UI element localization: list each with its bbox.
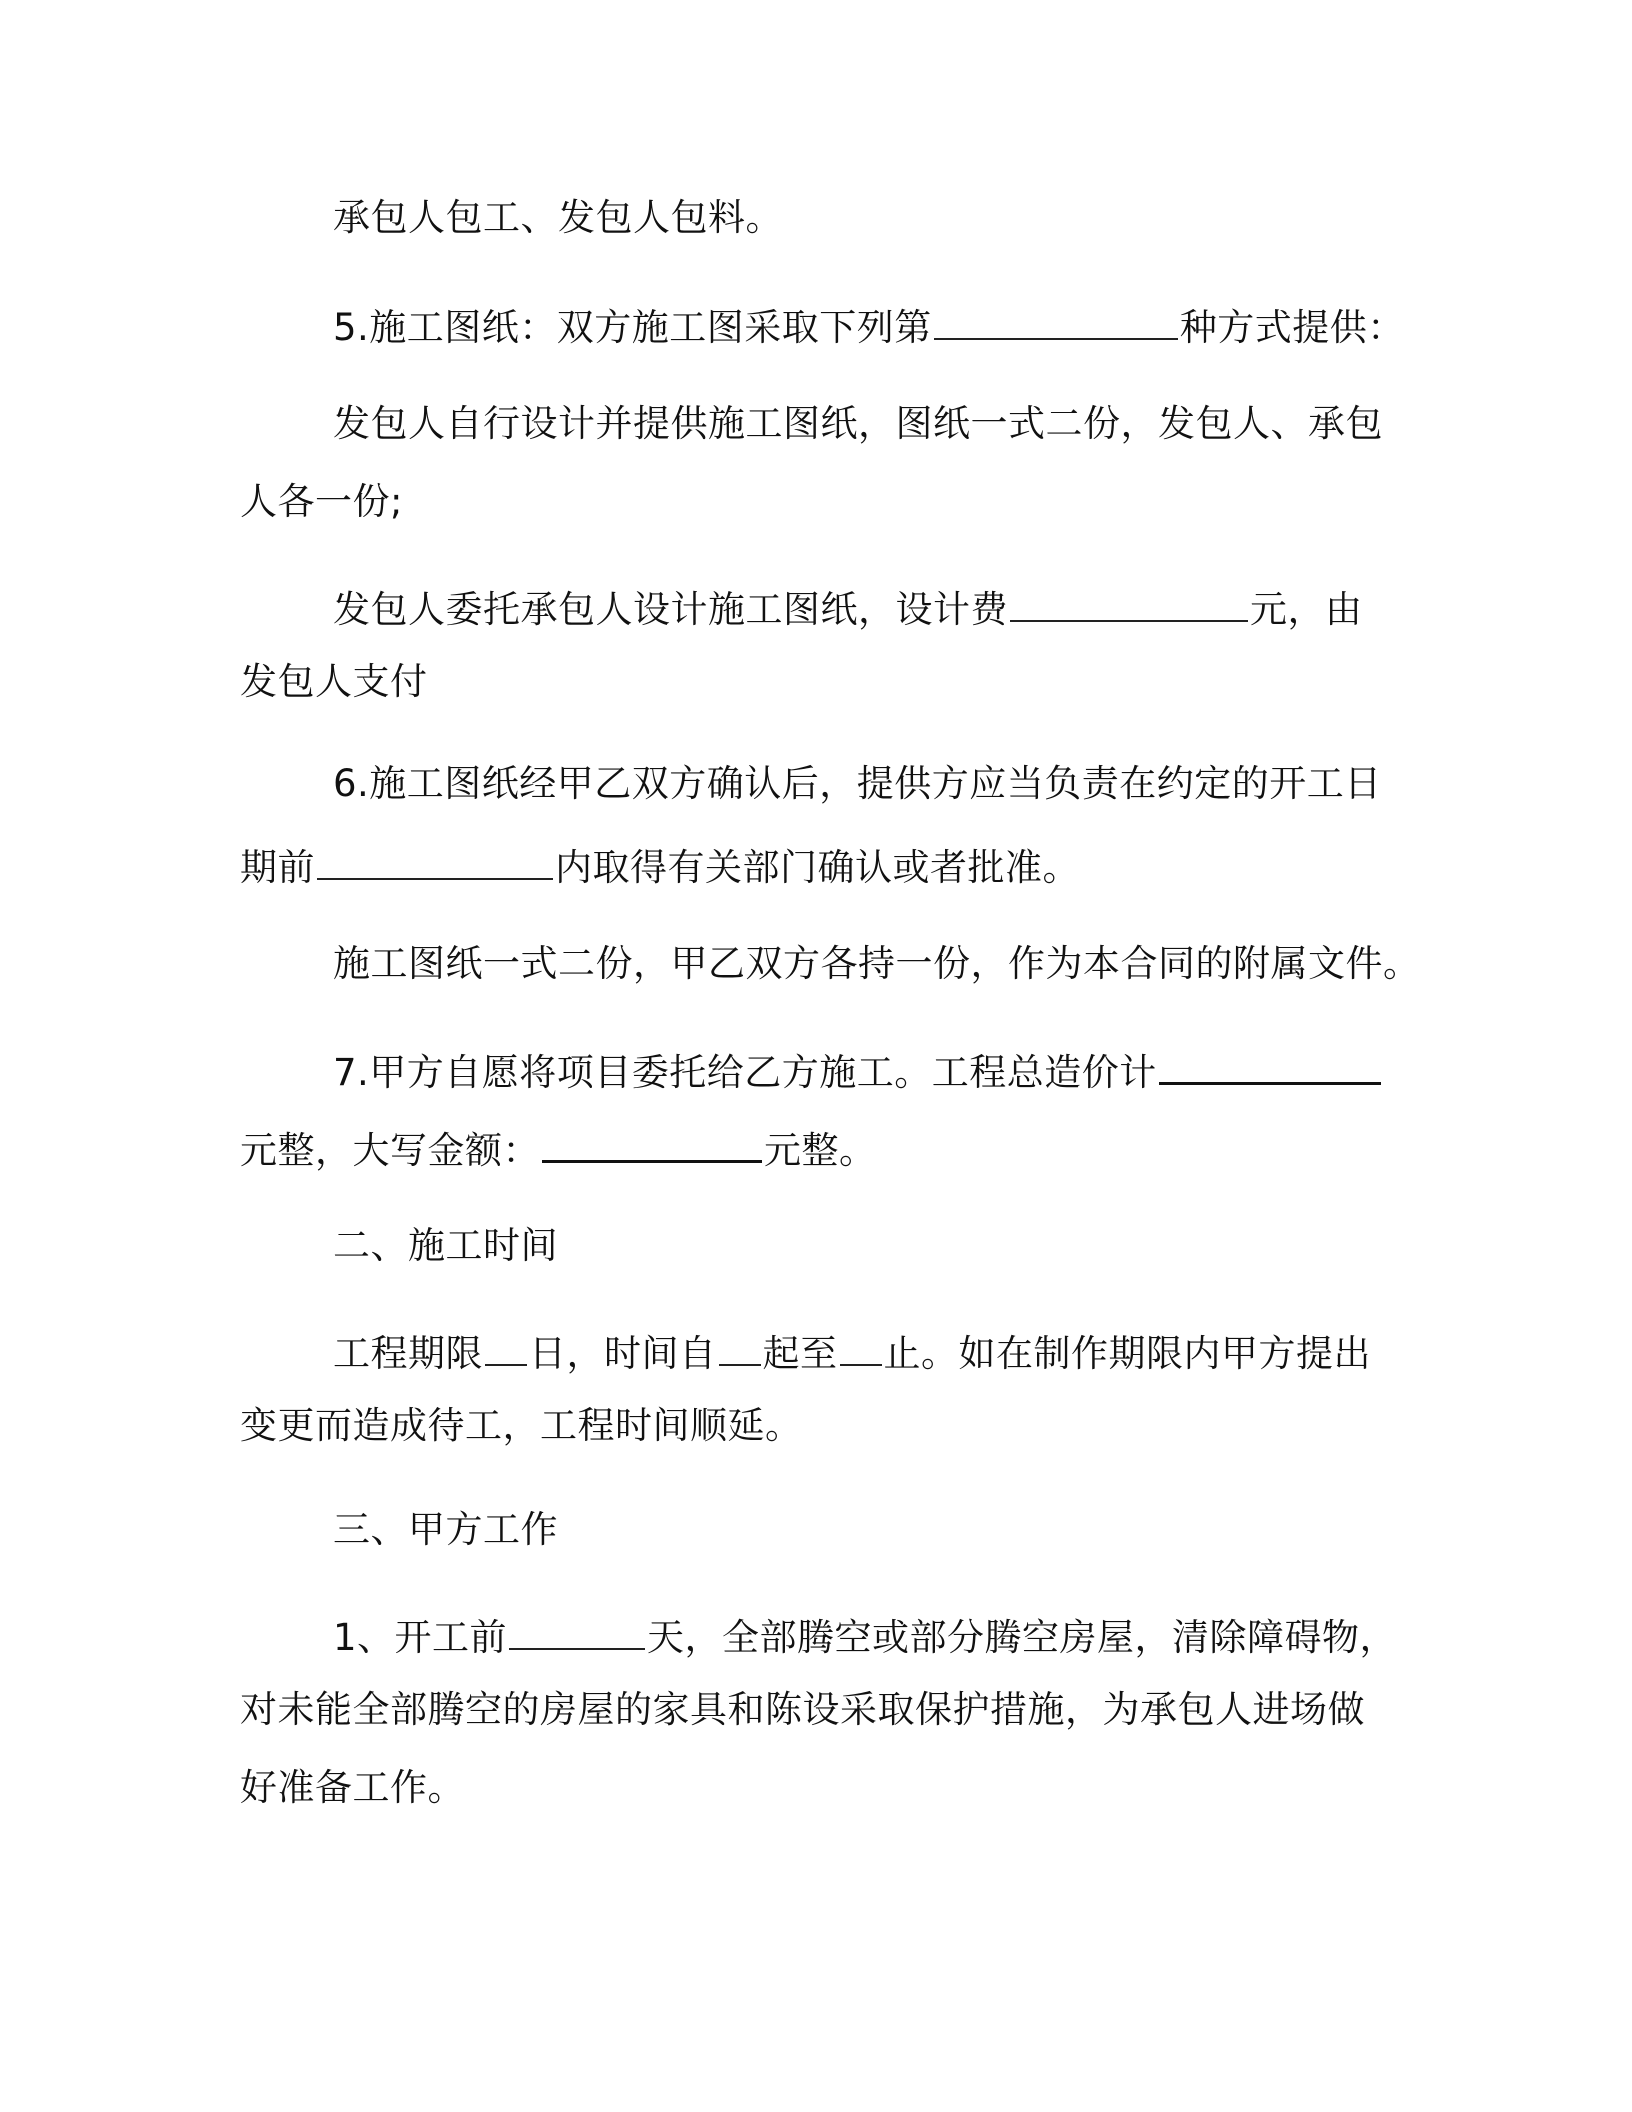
section-heading <box>333 1222 558 1270</box>
paragraph-line <box>333 580 1363 634</box>
text: 起至 <box>762 1332 838 1375</box>
paragraph-line <box>333 298 1405 352</box>
text: 日，时间自 <box>529 1332 717 1375</box>
paragraph-line <box>333 1324 1371 1378</box>
paragraph-line <box>240 478 403 526</box>
text: 内取得有关部门确认或者批准。 <box>555 846 1080 889</box>
fill-in-blank[interactable] <box>485 1324 527 1366</box>
text: 三、甲方工作 <box>333 1508 558 1551</box>
text: 期前 <box>240 846 315 889</box>
fill-in-blank[interactable] <box>1159 1042 1381 1085</box>
fill-in-blank[interactable] <box>542 1120 762 1163</box>
text: 元整。 <box>764 1129 877 1172</box>
text: 对未能全部腾空的房屋的家具和陈设采取保护措施，为承包人进场做 <box>240 1688 1365 1731</box>
fill-in-blank[interactable] <box>509 1608 645 1650</box>
fill-in-blank[interactable] <box>840 1324 882 1366</box>
paragraph-line <box>240 1402 803 1450</box>
text: 1、开工前 <box>333 1616 508 1659</box>
section-heading <box>333 1506 558 1554</box>
text: 种方式提供： <box>1179 306 1405 349</box>
text: 天，全部腾空或部分腾空房屋，清除障碍物， <box>647 1616 1398 1659</box>
fill-in-blank[interactable] <box>934 298 1178 340</box>
text: 承包人包工、发包人包料。 <box>333 196 783 239</box>
text: 7.甲方自愿将项目委托给乙方施工。工程总造价计 <box>333 1051 1157 1094</box>
paragraph-line <box>333 760 1382 808</box>
fill-in-blank[interactable] <box>317 838 553 880</box>
text: 5.施工图纸：双方施工图采取下列第 <box>333 306 932 349</box>
text: 施工图纸一式二份，甲乙双方各持一份，作为本合同的附属文件。 <box>333 942 1421 985</box>
paragraph-line <box>333 194 783 242</box>
paragraph-line <box>333 1608 1397 1662</box>
text: 人各一份; <box>240 480 403 523</box>
text: 6.施工图纸经甲乙双方确认后，提供方应当负责在约定的开工日 <box>333 762 1382 805</box>
text: 发包人支付 <box>240 660 428 703</box>
fill-in-blank[interactable] <box>1010 580 1248 622</box>
paragraph-line <box>333 1042 1383 1097</box>
text: 发包人自行设计并提供施工图纸，图纸一式二份，发包人、承包 <box>333 402 1383 445</box>
paragraph-line <box>240 1764 465 1812</box>
paragraph-line <box>240 658 428 706</box>
text: 止。如在制作期限内甲方提出 <box>883 1332 1371 1375</box>
text: 发包人委托承包人设计施工图纸，设计费 <box>333 588 1008 631</box>
text: 元，由 <box>1250 588 1363 631</box>
text: 好准备工作。 <box>240 1766 465 1809</box>
paragraph-line <box>240 1120 877 1175</box>
paragraph-line <box>333 400 1383 448</box>
text: 工程期限 <box>333 1332 483 1375</box>
paragraph-line <box>333 940 1421 988</box>
fill-in-blank[interactable] <box>719 1324 761 1366</box>
text: 变更而造成待工，工程时间顺延。 <box>240 1404 803 1447</box>
text: 二、施工时间 <box>333 1224 558 1267</box>
paragraph-line <box>240 838 1080 892</box>
text: 元整，大写金额： <box>240 1129 540 1172</box>
paragraph-line <box>240 1686 1365 1734</box>
